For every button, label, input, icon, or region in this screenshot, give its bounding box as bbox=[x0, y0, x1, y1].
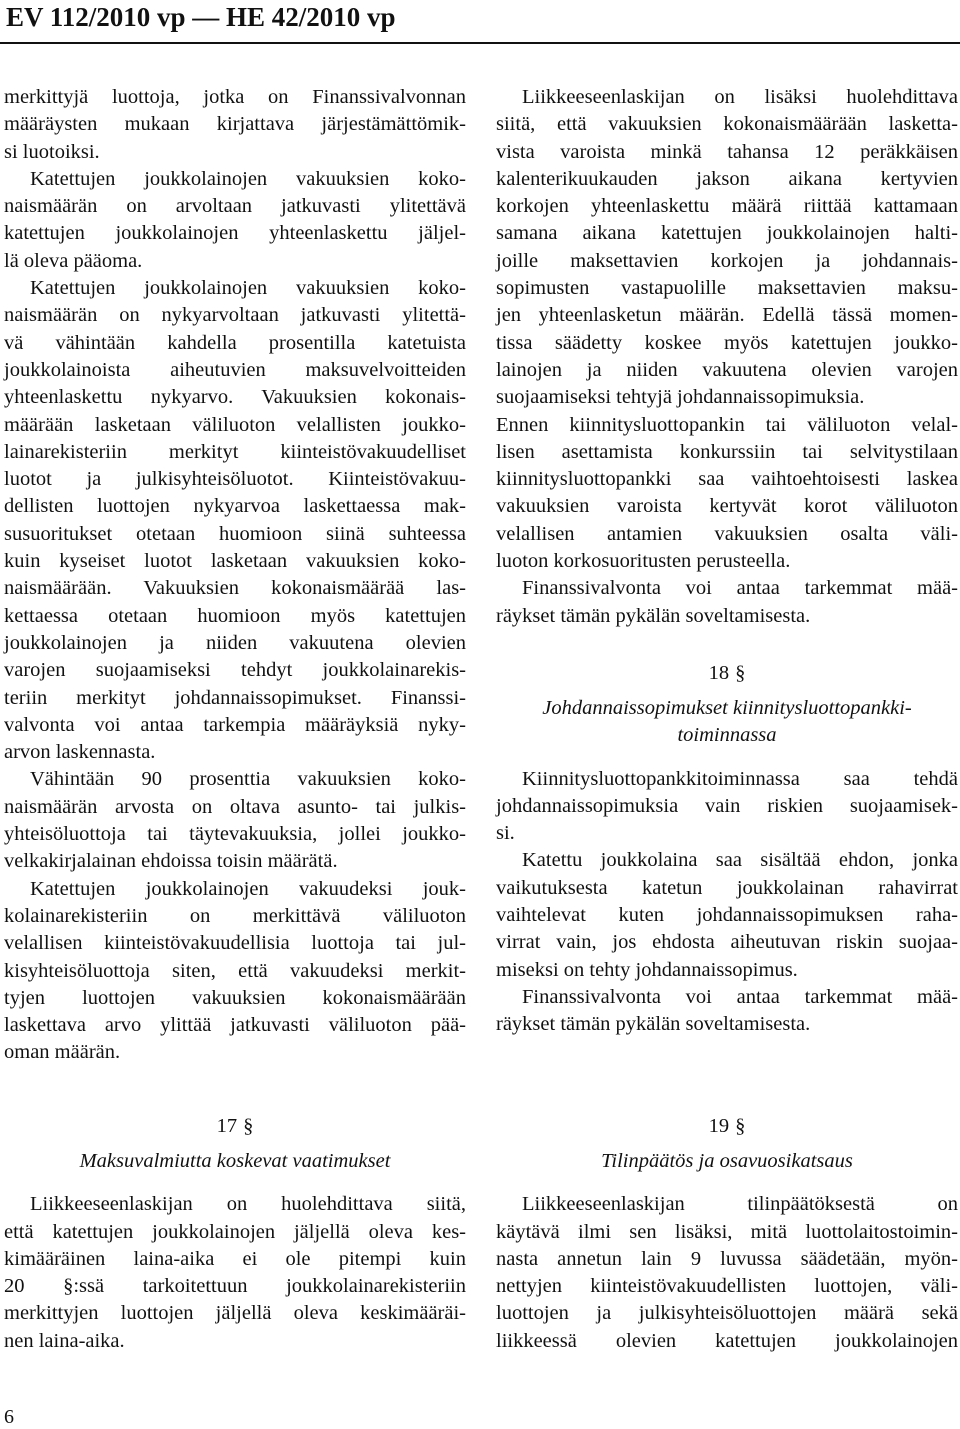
page-number: 6 bbox=[4, 1406, 14, 1428]
text-line: vaihtelevat kuten johdannaissopimuksen raha- bbox=[496, 904, 958, 927]
text-line: että katettujen joukkolainojen jäljellä oleva kes- bbox=[4, 1220, 466, 1243]
text-line: Vähintään 90 prosenttia vakuuksien koko- bbox=[30, 768, 466, 791]
text-line: nasta annetun lain 9 luvussa säädetään, myön- bbox=[496, 1247, 958, 1270]
section-title-line: Maksuvalmiutta koskevat vaatimukset bbox=[79, 1150, 391, 1172]
text-line: naismäärään. Vakuuksien kokonaismäärää las- bbox=[4, 577, 466, 600]
text-line: Katettujen joukkolainojen vakuuksien koko- bbox=[30, 277, 466, 300]
section-number: 17 bbox=[216, 1115, 238, 1137]
text-line: lainojen ja niiden vakuutena olevien varojen bbox=[496, 358, 958, 381]
text-line: Ennen kiinnitysluottopankin tai väliluoton velal- bbox=[496, 413, 958, 436]
text-line: käytävä ilmi sen lisäksi, mitä luottolaitostoimin- bbox=[496, 1220, 958, 1243]
section-19-heading bbox=[496, 1113, 958, 1148]
text-line: samana aikana katettujen joukkolainojen halti- bbox=[496, 222, 958, 245]
text-line: luottojen ja julkisyhteisöluottojen määrä sekä bbox=[496, 1302, 958, 1325]
text-line: oman määrän. bbox=[4, 1041, 121, 1064]
section-19 bbox=[496, 1113, 958, 1355]
text-line: tyjen luottojen vakuuksien kokonaismäärään bbox=[4, 986, 466, 1009]
text-line: korkojen yhteenlaskettu määrä riittää kattamaan bbox=[496, 195, 958, 218]
section-title-line: Tilinpäätös ja osavuosikatsaus bbox=[601, 1150, 853, 1172]
text-line: virrat vain, jos ehdosta aiheutuvan riskin suojaa- bbox=[496, 931, 958, 954]
text-line: kettaessa otetaan huomioon myös katettujen bbox=[4, 604, 466, 627]
text-line: suojaamiseksi tehtyjä johdannaissopimuksia. bbox=[496, 386, 865, 409]
text-line: vista varoista minkä tahansa 12 peräkkäisen bbox=[496, 140, 958, 163]
section-gap bbox=[496, 750, 958, 766]
text-line: Liikkeeseenlaskijan tilinpäätöksestä on bbox=[522, 1193, 958, 1216]
text-line: kiinnitysluottopankki saa vaihtoehtoisesti laskea bbox=[496, 468, 958, 491]
text-line: nen laina-aika. bbox=[4, 1329, 125, 1352]
text-line: tissa säädetty koskee myös katettujen joukko- bbox=[496, 331, 958, 354]
text-line: naismäärän on arvoltaan jatkuvasti ylitettävä bbox=[4, 195, 466, 218]
text-line: vä vähintään kahdella prosentilla katetuista bbox=[4, 331, 466, 354]
text-line: Finanssivalvonta voi antaa tarkemmat mää- bbox=[522, 577, 958, 600]
text-line: miseksi on tehty johdannaissopimus. bbox=[496, 958, 798, 981]
text-line: teriin merkityt johdannaissopimukset. Finanssi- bbox=[4, 686, 466, 709]
text-line: 20 §:ssä tarkoitettuun joukkolainarekisteriin bbox=[4, 1275, 466, 1298]
text-line: Katettu joukkolaina saa sisältää ehdon, jonka bbox=[522, 849, 958, 872]
text-line: kuin kyseiset luotot lasketaan vakuuksien koko- bbox=[4, 550, 466, 573]
section-number: 18 bbox=[708, 661, 730, 684]
text-line: lisen asettamista konkurssiin tai selvitystilaan bbox=[496, 440, 958, 463]
section-17-title bbox=[4, 1148, 466, 1175]
text-line: yhteisöluottoja tai täytevakuuksia, jollei joukko- bbox=[4, 823, 466, 846]
text-line: lä oleva pääoma. bbox=[4, 249, 143, 272]
text-line: velkakirjalainan ehdoissa toisin määrätä. bbox=[4, 850, 338, 873]
text-line: velallisen antamien vakuuksien osalta väli- bbox=[496, 522, 958, 545]
text-line: räykset tämän pykälän soveltamisesta. bbox=[496, 604, 811, 627]
text-line: naismäärän arvosta on oltava asunto- tai julkis- bbox=[4, 795, 466, 818]
text-line: Kiinnitysluottopankkitoiminnassa saa tehdä bbox=[522, 767, 958, 790]
text-line: sopimusten vastapuolille maksettavien maksu- bbox=[496, 277, 958, 300]
text-line: joukkolainoista aiheutuvien maksuvelvoitteiden bbox=[4, 358, 466, 381]
section-18-heading bbox=[496, 660, 958, 695]
text-line: merkittyjä luottoja, jotka on Finanssivalvonnan bbox=[4, 86, 466, 108]
text-line: nettyjen kiinteistövakuudellisten luottojen, väli- bbox=[496, 1275, 958, 1298]
text-line: Finanssivalvonta voi antaa tarkemmat mää- bbox=[522, 985, 958, 1008]
text-line: joukkolainojen ja niiden vakuutena olevien bbox=[4, 631, 466, 654]
text-line: katettujen joukkolainojen yhteenlaskettu jäljel- bbox=[4, 222, 466, 245]
text-line: varojen suojaamiseksi tehdyt joukkolainarekis- bbox=[4, 659, 466, 682]
section-sign: § bbox=[243, 1115, 254, 1137]
text-line: kolainarekisteriin on merkittävä väliluoton bbox=[4, 904, 466, 927]
section-sign: § bbox=[735, 661, 746, 684]
text-line: vaikutuksesta katetun joukkolainan rahavirrat bbox=[496, 876, 958, 899]
text-line: dellisten luottojen nykyarvoa laskettaessa mak- bbox=[4, 495, 466, 518]
text-line: susuoritukset otetaan huomioon siinä suhteessa bbox=[4, 522, 466, 545]
section-17-heading bbox=[4, 1113, 466, 1148]
header-rule bbox=[0, 42, 960, 44]
text-line: siitä, että vakuuksien kokonaismäärään lasketta- bbox=[496, 113, 958, 136]
text-line: kimääräinen laina-aika ei ole pitempi kuin bbox=[4, 1247, 466, 1270]
text-line: Liikkeeseenlaskijan on huolehdittava siitä, bbox=[30, 1193, 466, 1216]
text-line: velallisen kiinteistövakuudellisia luottoja tai jul- bbox=[4, 932, 466, 955]
text-line: liikkeessä olevien katettujen joukkolainojen bbox=[496, 1329, 958, 1352]
section-title-line: Johdannaissopimukset kiinnitysluottopankki- bbox=[542, 696, 912, 719]
text-line: jen yhteenlasketun määrän. Edellä tässä momen- bbox=[496, 304, 958, 327]
right-column bbox=[496, 84, 958, 1039]
text-line: arvon laskennasta. bbox=[4, 741, 156, 764]
text-line: laskettava arvo ylittää jatkuvasti väliluoton pää- bbox=[4, 1014, 466, 1037]
text-line: joille maksettavien korkojen ja johdannais- bbox=[496, 249, 958, 272]
text-line: yhteenlaskettu nykyarvo. Vakuuksien kokonais- bbox=[4, 386, 466, 409]
text-line: si. bbox=[496, 822, 515, 845]
section-sign: § bbox=[735, 1115, 746, 1137]
section-gap bbox=[496, 630, 958, 660]
text-line: luotot ja julkisyhteisöluotot. Kiinteistövakuu- bbox=[4, 468, 466, 491]
text-line: kalenterikuukauden jakson aikana kertyvien bbox=[496, 167, 958, 190]
text-line: naismäärän on nykyarvoltaan jatkuvasti ylitettä- bbox=[4, 304, 466, 327]
text-line: määrään lasketaan väliluoton velallisten joukko- bbox=[4, 413, 466, 436]
text-line: Liikkeeseenlaskijan on lisäksi huolehdittava bbox=[522, 86, 958, 108]
text-line: lainarekisteriin merkityt kiinteistövakuudelliset bbox=[4, 440, 466, 463]
left-column bbox=[4, 84, 466, 1067]
text-line: räykset tämän pykälän soveltamisesta. bbox=[496, 1013, 811, 1036]
text-line: Katettujen joukkolainojen vakuudeksi jouk- bbox=[30, 877, 466, 900]
text-line: määräysten mukaan kirjattava järjestämättömik- bbox=[4, 113, 466, 136]
section-title-line: toiminnassa bbox=[677, 724, 777, 747]
section-19-title bbox=[496, 1148, 958, 1175]
section-number: 19 bbox=[708, 1115, 730, 1137]
section-18-title bbox=[496, 695, 958, 750]
text-line: Katettujen joukkolainojen vakuuksien koko- bbox=[30, 167, 466, 190]
section-17 bbox=[4, 1113, 466, 1355]
text-line: johdannaissopimuksia vain riskien suojaamisek- bbox=[496, 794, 958, 817]
section-gap bbox=[4, 1175, 466, 1191]
text-line: luoton korkosuoritusten perusteella. bbox=[496, 550, 791, 573]
text-line: si luotoiksi. bbox=[4, 140, 100, 163]
text-line: valvonta voi antaa tarkempia määräyksiä nyky- bbox=[4, 713, 466, 736]
text-line: merkittyjen luottojen jäljellä oleva keskimääräi- bbox=[4, 1302, 466, 1325]
section-gap bbox=[496, 1175, 958, 1191]
text-line: kisyhteisöluottoja siten, että vakuudeksi merkit- bbox=[4, 959, 466, 982]
running-header: EV 112/2010 vp — HE 42/2010 vp bbox=[6, 2, 396, 32]
text-line: vakuuksien varoista kertyvät korot väliluoton bbox=[496, 495, 958, 518]
